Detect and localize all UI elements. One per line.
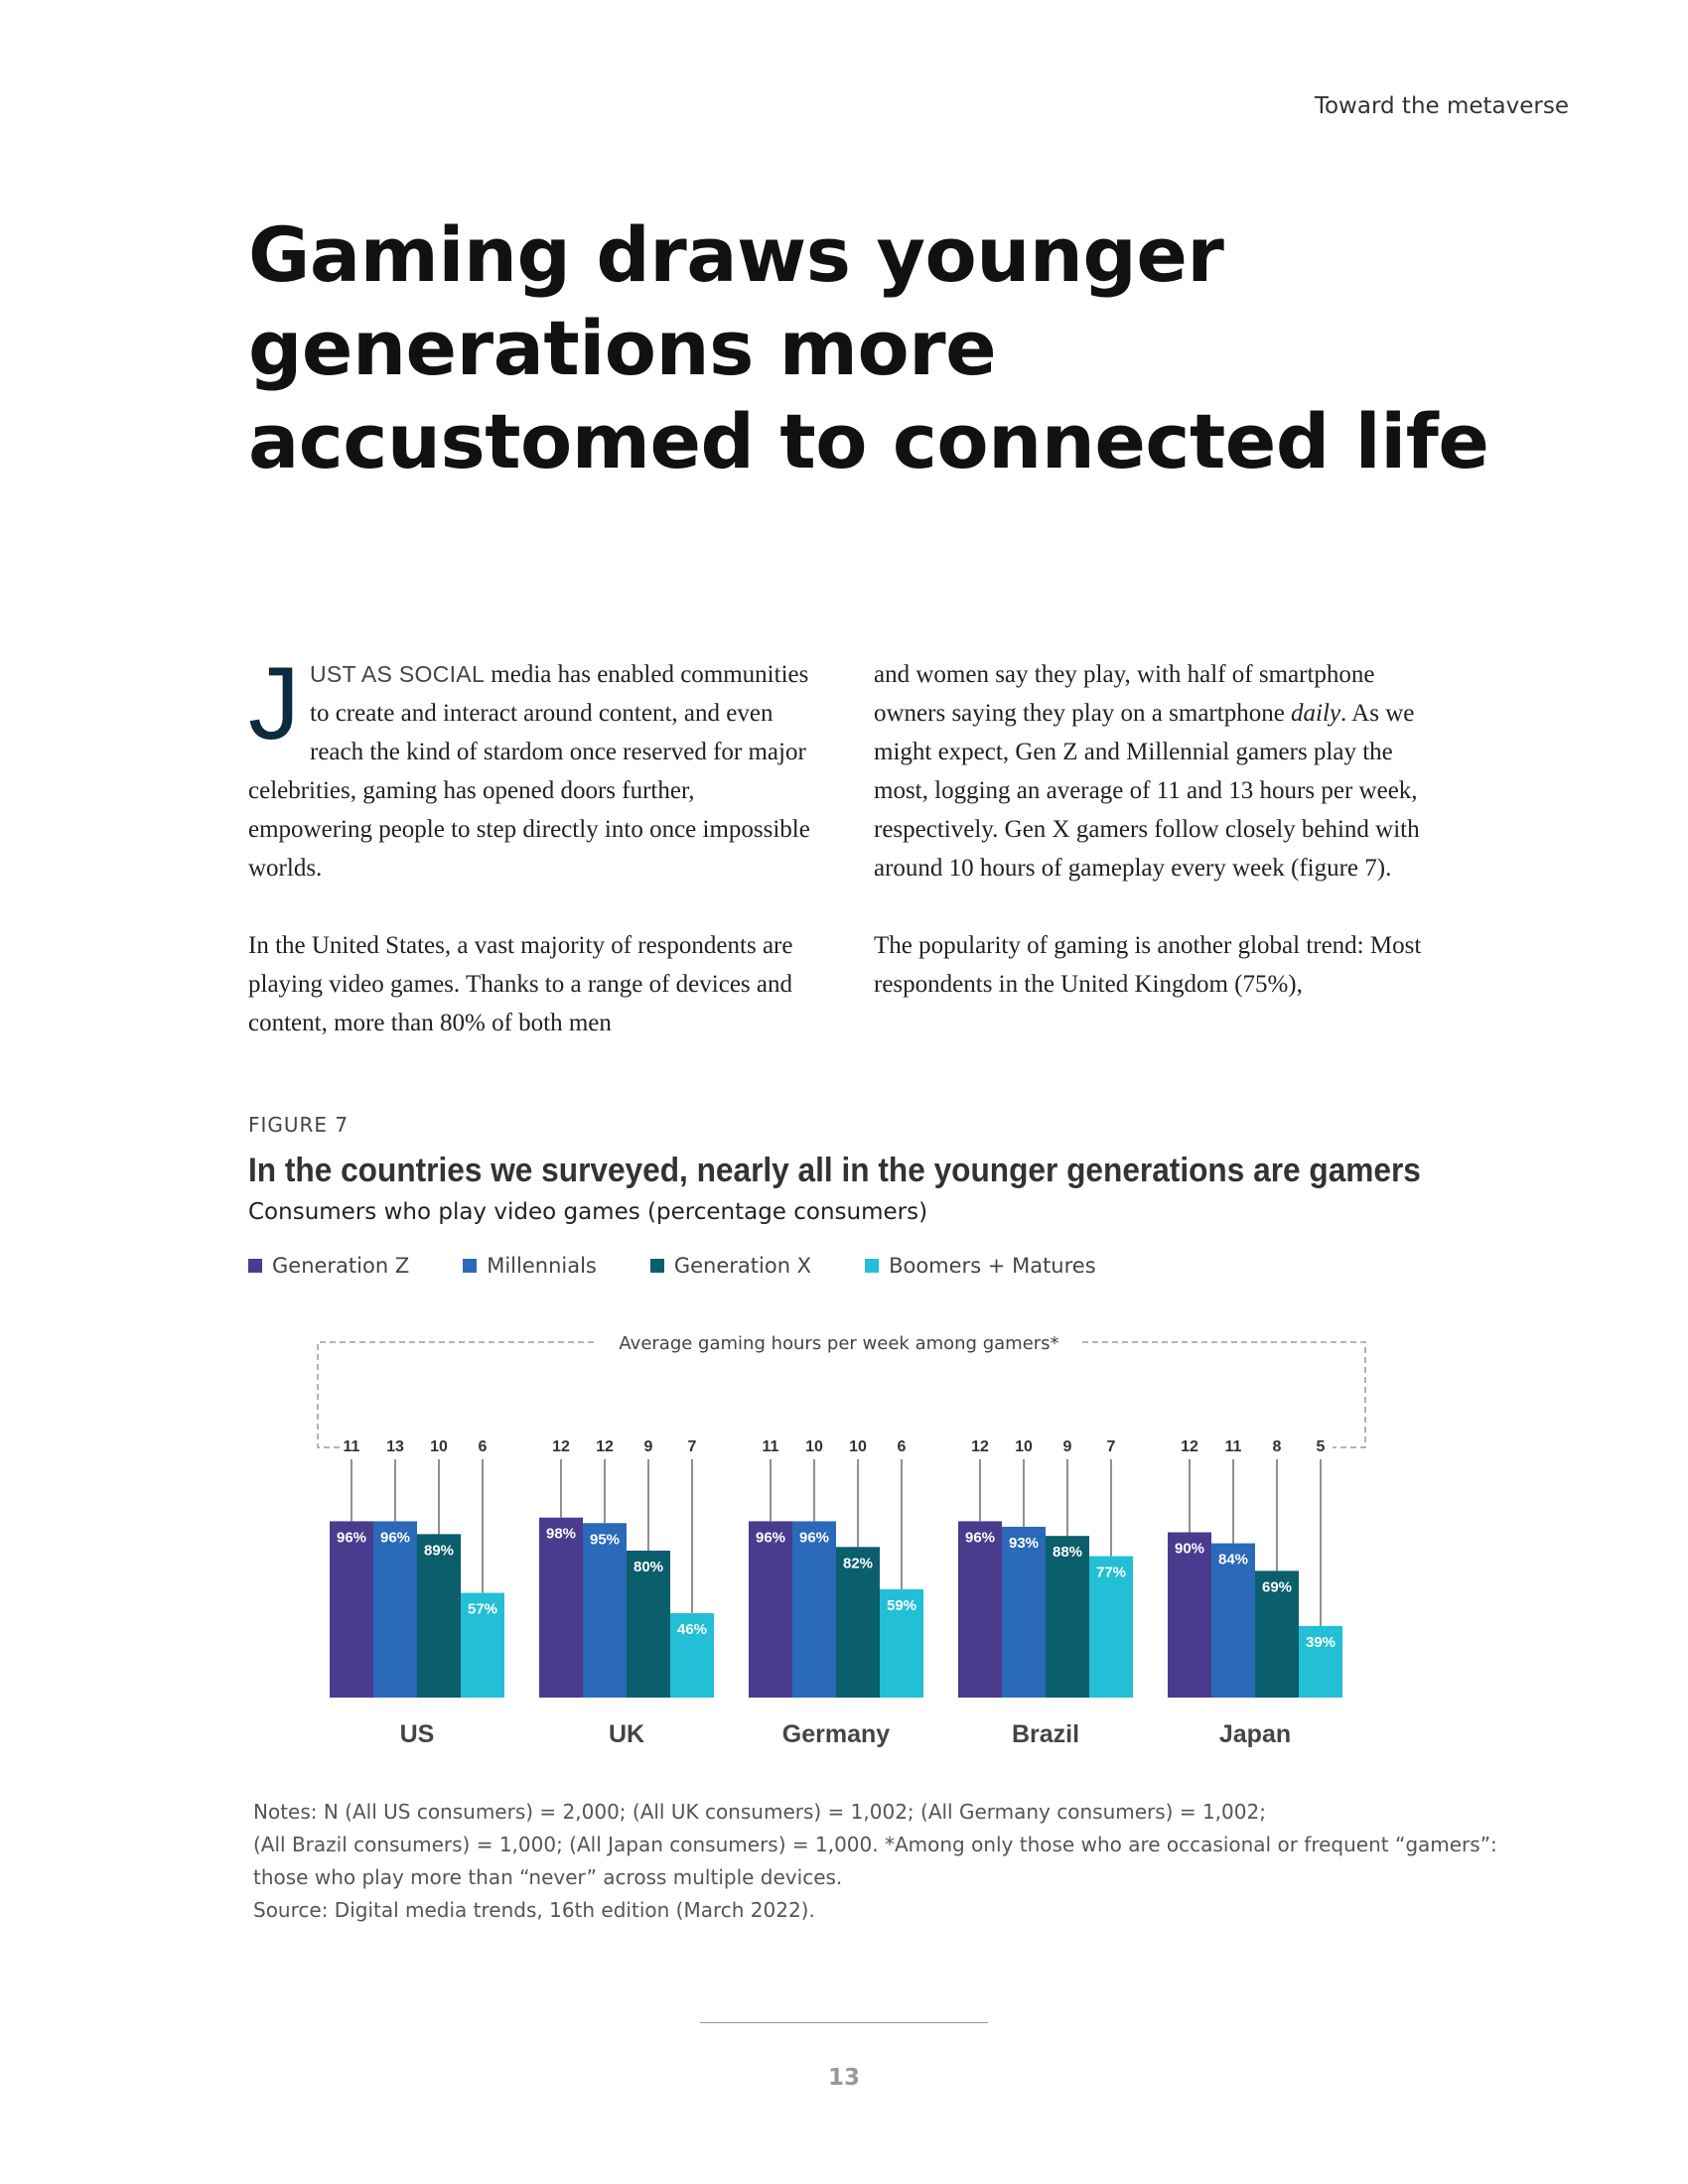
bar-brazil-1: [1002, 1527, 1046, 1698]
legend-swatch-gen-z: [248, 1259, 262, 1273]
bar-germany-0: [749, 1521, 792, 1698]
source-line: Source: Digital media trends, 16th edition (March 2022).: [253, 1898, 815, 1922]
annotation-bracket-left: [318, 1342, 596, 1447]
category-label: US: [399, 1720, 435, 1748]
hours-label: 12: [552, 1438, 570, 1455]
hours-label: 11: [343, 1438, 360, 1455]
hours-label: 5: [1316, 1438, 1326, 1455]
category-label: Brazil: [1011, 1720, 1080, 1748]
legend-label-gen-x: Generation X: [673, 1254, 812, 1278]
annotation-bracket-right: [1082, 1342, 1365, 1447]
hours-label: 11: [762, 1438, 779, 1455]
legend-item-boomers: [865, 1254, 1096, 1278]
bar-germany-1: [792, 1521, 836, 1698]
data-label: 96%: [379, 1529, 411, 1547]
category-label: UK: [608, 1720, 645, 1748]
hours-label: 12: [596, 1438, 614, 1455]
legend-item-millennials: [463, 1254, 597, 1278]
notes-line: (All Brazil consumers) = 1,000; (All Japan consumers) = 1,000. *Among only those who are occasional or frequent “gamers”:: [253, 1833, 1497, 1856]
hours-label: 12: [971, 1438, 989, 1455]
data-label: 69%: [1261, 1578, 1293, 1596]
data-label: 59%: [886, 1596, 917, 1614]
hours-label: 9: [643, 1438, 653, 1455]
legend-label-millennials: Millennials: [487, 1254, 597, 1278]
page-title: Gaming draws younger generations more accustomed to connected life: [248, 210, 1489, 485]
paragraph-gaming-hours-a: and women say they play, with half of smartphone owners saying they play on a smartphone: [874, 661, 1375, 727]
hours-label: 10: [430, 1438, 448, 1455]
data-label: 82%: [842, 1555, 874, 1572]
hours-label: 6: [897, 1438, 907, 1455]
data-label: 96%: [798, 1529, 830, 1547]
legend-swatch-gen-x: [650, 1259, 664, 1273]
data-label: 96%: [755, 1529, 786, 1547]
hours-label: 10: [1015, 1438, 1033, 1455]
body-column-left: [248, 646, 814, 1081]
hours-label: 12: [1181, 1438, 1198, 1455]
hours-label: 13: [386, 1438, 404, 1455]
hours-label: 6: [478, 1438, 488, 1455]
legend-swatch-millennials: [463, 1259, 477, 1273]
bar-uk-0: [539, 1518, 583, 1698]
bar-chart: [298, 1330, 1380, 1767]
bar-brazil-0: [958, 1521, 1002, 1698]
paragraph-intro: [248, 646, 814, 887]
paragraph-gaming-hours: [874, 655, 1440, 887]
notes-line: those who play more than “never” across multiple devices.: [253, 1865, 843, 1889]
category-label: Japan: [1218, 1720, 1292, 1748]
page-number: 13: [827, 2065, 860, 2091]
dropcap: J: [248, 646, 300, 761]
running-header: Toward the metaverse: [1314, 93, 1569, 119]
figure-label: FIGURE 7: [248, 1113, 350, 1137]
legend-label-boomers: Boomers + Matures: [889, 1254, 1096, 1278]
data-label: 46%: [676, 1620, 708, 1638]
figure-subtitle: Consumers who play video games (percentage consumers): [248, 1199, 928, 1225]
bar-uk-1: [583, 1523, 627, 1698]
figure-notes: [253, 1796, 1497, 1927]
hours-label: 7: [687, 1438, 697, 1455]
bar-us-0: [330, 1521, 373, 1698]
paragraph-global-trend: The popularity of gaming is another global trend: Most respondents in the United Kingdom (75%),: [874, 932, 1422, 998]
legend-item-gen-x: [650, 1254, 811, 1278]
bar-us-1: [373, 1521, 417, 1698]
footer-divider: [700, 2022, 988, 2023]
annotation-label: Average gaming hours per week among gamers*: [619, 1333, 1059, 1354]
category-label: Germany: [781, 1720, 891, 1748]
data-label: 90%: [1174, 1540, 1205, 1558]
hours-label: 9: [1062, 1438, 1072, 1455]
hours-label: 11: [1224, 1438, 1242, 1455]
hours-label: 8: [1272, 1438, 1282, 1455]
data-label: 93%: [1008, 1534, 1040, 1552]
data-label: 77%: [1095, 1564, 1127, 1581]
emphasis-daily: daily: [1291, 700, 1341, 727]
paragraph-intro-text: media has enabled communities to create and interact around content, and even reach the kind of stardom once reserved for major celebrities, gaming has opened doors further, empowering people to step directly into once impossible worlds.: [248, 661, 810, 882]
data-label: 84%: [1217, 1551, 1249, 1569]
lead-caps: UST AS SOCIAL: [310, 661, 486, 687]
paragraph-gaming-hours-b: . As we might expect, Gen Z and Millennial gamers play the most, logging an average of 11 and 13 hours per week, respectively. Gen X gamers follow closely behind with around 10 hours of gameplay every week (figure 7).: [874, 700, 1420, 882]
data-label: 89%: [423, 1542, 455, 1560]
figure-title: In the countries we surveyed, nearly all in the younger generations are gamers: [248, 1152, 1421, 1189]
data-label: 96%: [964, 1529, 996, 1547]
paragraph-us-gamers: In the United States, a vast majority of respondents are playing video games. Thanks to a range of devices and content, more than 80% of both men: [248, 932, 793, 1036]
hours-label: 10: [849, 1438, 867, 1455]
data-label: 95%: [589, 1531, 621, 1549]
notes-line: Notes: N (All US consumers) = 2,000; (All UK consumers) = 1,002; (All Germany consumers) = 1,002;: [253, 1800, 1266, 1824]
chart-legend: [248, 1254, 1150, 1278]
legend-label-gen-z: Generation Z: [272, 1254, 410, 1278]
data-label: 80%: [633, 1559, 664, 1575]
data-label: 98%: [545, 1525, 577, 1543]
legend-swatch-boomers: [865, 1259, 879, 1273]
data-label: 57%: [467, 1600, 498, 1618]
hours-label: 10: [805, 1438, 823, 1455]
legend-item-gen-z: [248, 1254, 409, 1278]
data-label: 39%: [1305, 1633, 1336, 1651]
hours-label: 7: [1106, 1438, 1116, 1455]
data-label: 88%: [1052, 1544, 1083, 1562]
data-label: 96%: [336, 1529, 367, 1547]
body-column-right: [874, 655, 1440, 1042]
